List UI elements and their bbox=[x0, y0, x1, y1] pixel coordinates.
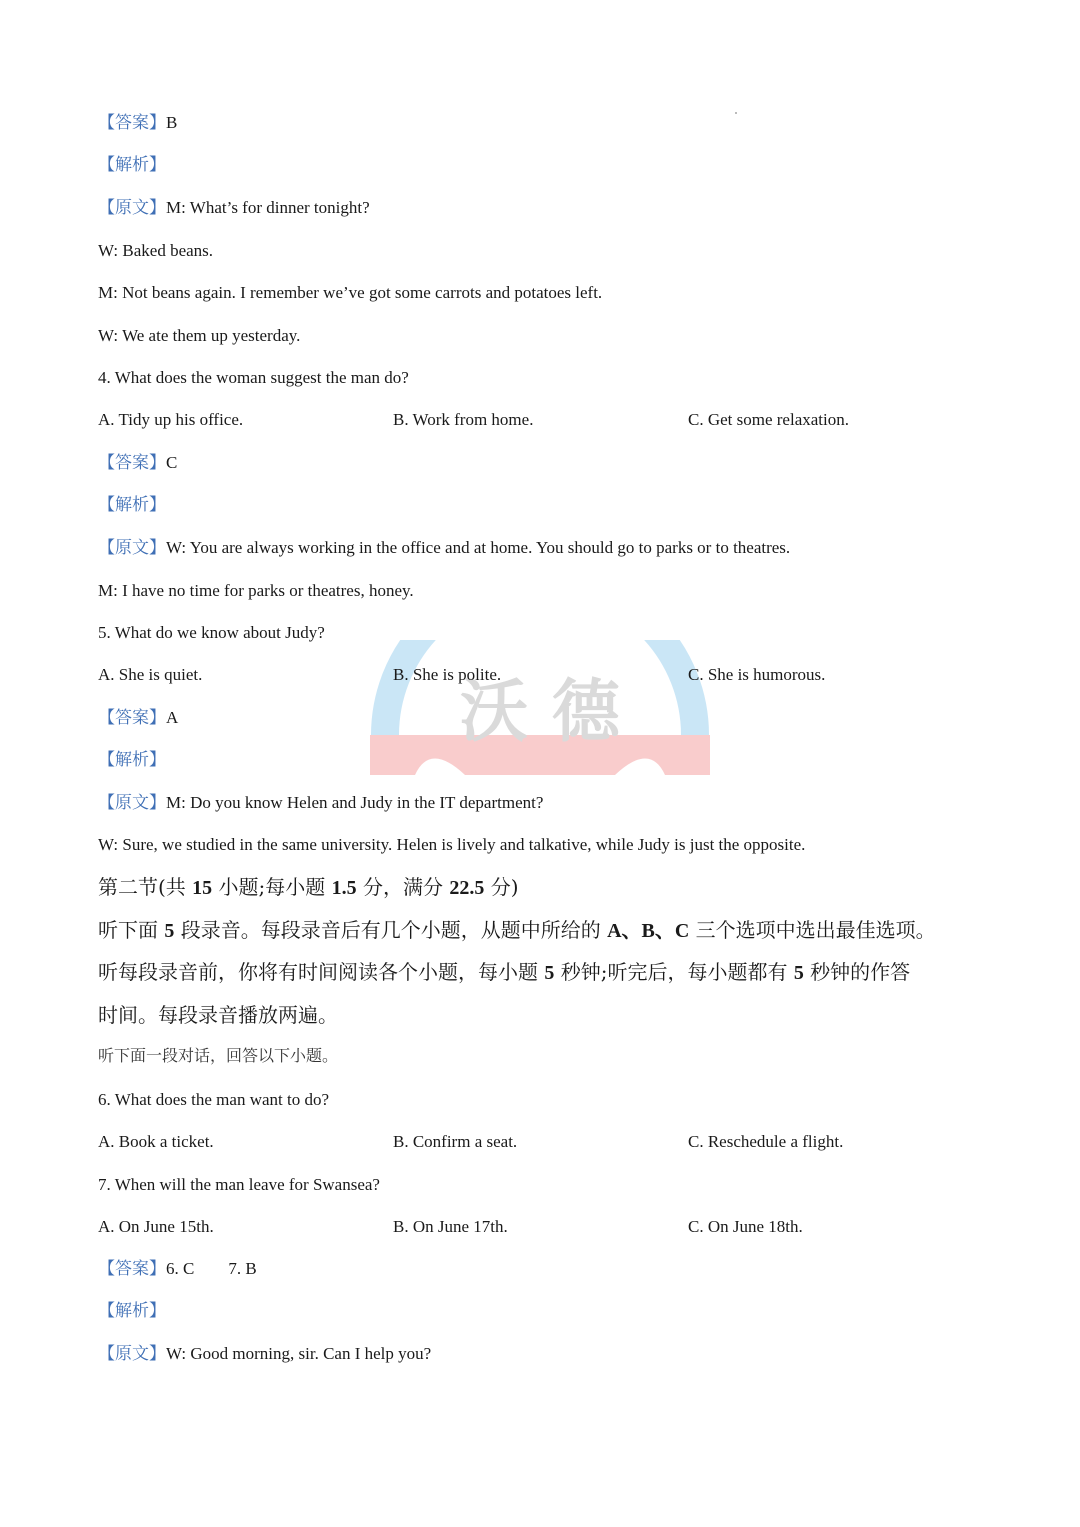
original-line bbox=[98, 197, 370, 219]
transcript-line: W: Good morning, sir. Can I help you? bbox=[166, 1344, 432, 1363]
question-4: 4. What does the woman suggest the man do? bbox=[98, 368, 409, 387]
transcript-line: M: What’s for dinner tonight? bbox=[166, 198, 370, 217]
option-a: A. Book a ticket. bbox=[98, 1132, 214, 1151]
transcript-line: W: We ate them up yesterday. bbox=[98, 326, 301, 345]
analysis-line bbox=[98, 494, 166, 516]
option-c: C. Reschedule a flight. bbox=[688, 1132, 844, 1151]
option-a: A. She is quiet. bbox=[98, 665, 203, 684]
transcript-line: W: Baked beans. bbox=[98, 241, 214, 260]
option-c: C. On June 18th. bbox=[688, 1217, 803, 1236]
question-6: 6. What does the man want to do? bbox=[98, 1090, 330, 1109]
transcript-line: M: I have no time for parks or theatres, honey. bbox=[98, 581, 414, 600]
sub-instruction: 听下面一段对话，回答以下小题。 bbox=[98, 1046, 339, 1065]
answer-line bbox=[98, 1258, 257, 1280]
instructions-line: 听下面 5 段录音。每段录音后有几个小题，从题中所给的 A、B、C 三个选项中选出最佳选项。 bbox=[98, 918, 936, 942]
analysis-line bbox=[98, 154, 166, 176]
answer-tag: 【答案】 bbox=[98, 1259, 166, 1278]
option-b: B. She is polite. bbox=[393, 665, 502, 684]
analysis-line bbox=[98, 1300, 166, 1322]
answer-tag: 【答案】 bbox=[98, 113, 166, 132]
analysis-tag: 【解析】 bbox=[98, 495, 166, 514]
original-line bbox=[98, 537, 790, 559]
answer-line bbox=[98, 707, 178, 729]
option-b: B. Work from home. bbox=[393, 410, 534, 429]
answer-tag: 【答案】 bbox=[98, 453, 166, 472]
instructions-line: 时间。每段录音播放两遍。 bbox=[98, 1003, 338, 1027]
original-tag: 【原文】 bbox=[98, 793, 166, 812]
option-b: B. On June 17th. bbox=[393, 1217, 508, 1236]
answer-line bbox=[98, 452, 177, 474]
instructions-line: 听每段录音前，你将有时间阅读各个小题，每小题 5 秒钟;听完后，每小题都有 5 秒钟的作答 bbox=[98, 960, 911, 984]
section-heading: 第二节(共 15 小题;每小题 1.5 分，满分 22.5 分) bbox=[98, 875, 519, 899]
answer-value: 6. C 7. B bbox=[166, 1259, 257, 1278]
analysis-line bbox=[98, 749, 166, 771]
analysis-tag: 【解析】 bbox=[98, 1301, 166, 1320]
question-5: 5. What do we know about Judy? bbox=[98, 623, 325, 642]
option-b: B. Confirm a seat. bbox=[393, 1132, 518, 1151]
original-line bbox=[98, 1343, 431, 1365]
answer-value: C bbox=[166, 453, 178, 472]
analysis-tag: 【解析】 bbox=[98, 750, 166, 769]
transcript-line: M: Not beans again. I remember we’ve got some carrots and potatoes left. bbox=[98, 283, 603, 302]
option-a: A. On June 15th. bbox=[98, 1217, 214, 1236]
transcript-line: M: Do you know Helen and Judy in the IT department? bbox=[166, 793, 544, 812]
option-c: C. Get some relaxation. bbox=[688, 410, 849, 429]
analysis-tag: 【解析】 bbox=[98, 155, 166, 174]
transcript-line: W: You are always working in the office and at home. You should go to parks or to theatres. bbox=[166, 538, 791, 557]
option-c: C. She is humorous. bbox=[688, 665, 826, 684]
answer-line bbox=[98, 112, 177, 134]
original-tag: 【原文】 bbox=[98, 198, 166, 217]
speck bbox=[735, 112, 737, 114]
answer-value: B bbox=[166, 113, 178, 132]
original-tag: 【原文】 bbox=[98, 1344, 166, 1363]
question-7: 7. When will the man leave for Swansea? bbox=[98, 1175, 380, 1194]
transcript-line: W: Sure, we studied in the same university. Helen is lively and talkative, while Judy is just the opposite. bbox=[98, 835, 806, 854]
answer-tag: 【答案】 bbox=[98, 708, 166, 727]
original-line bbox=[98, 792, 543, 814]
original-tag: 【原文】 bbox=[98, 538, 166, 557]
answer-value: A bbox=[166, 708, 179, 727]
watermark-logo bbox=[365, 640, 715, 790]
option-a: A. Tidy up his office. bbox=[98, 410, 244, 429]
watermark-text: 沃 德 bbox=[460, 673, 620, 752]
